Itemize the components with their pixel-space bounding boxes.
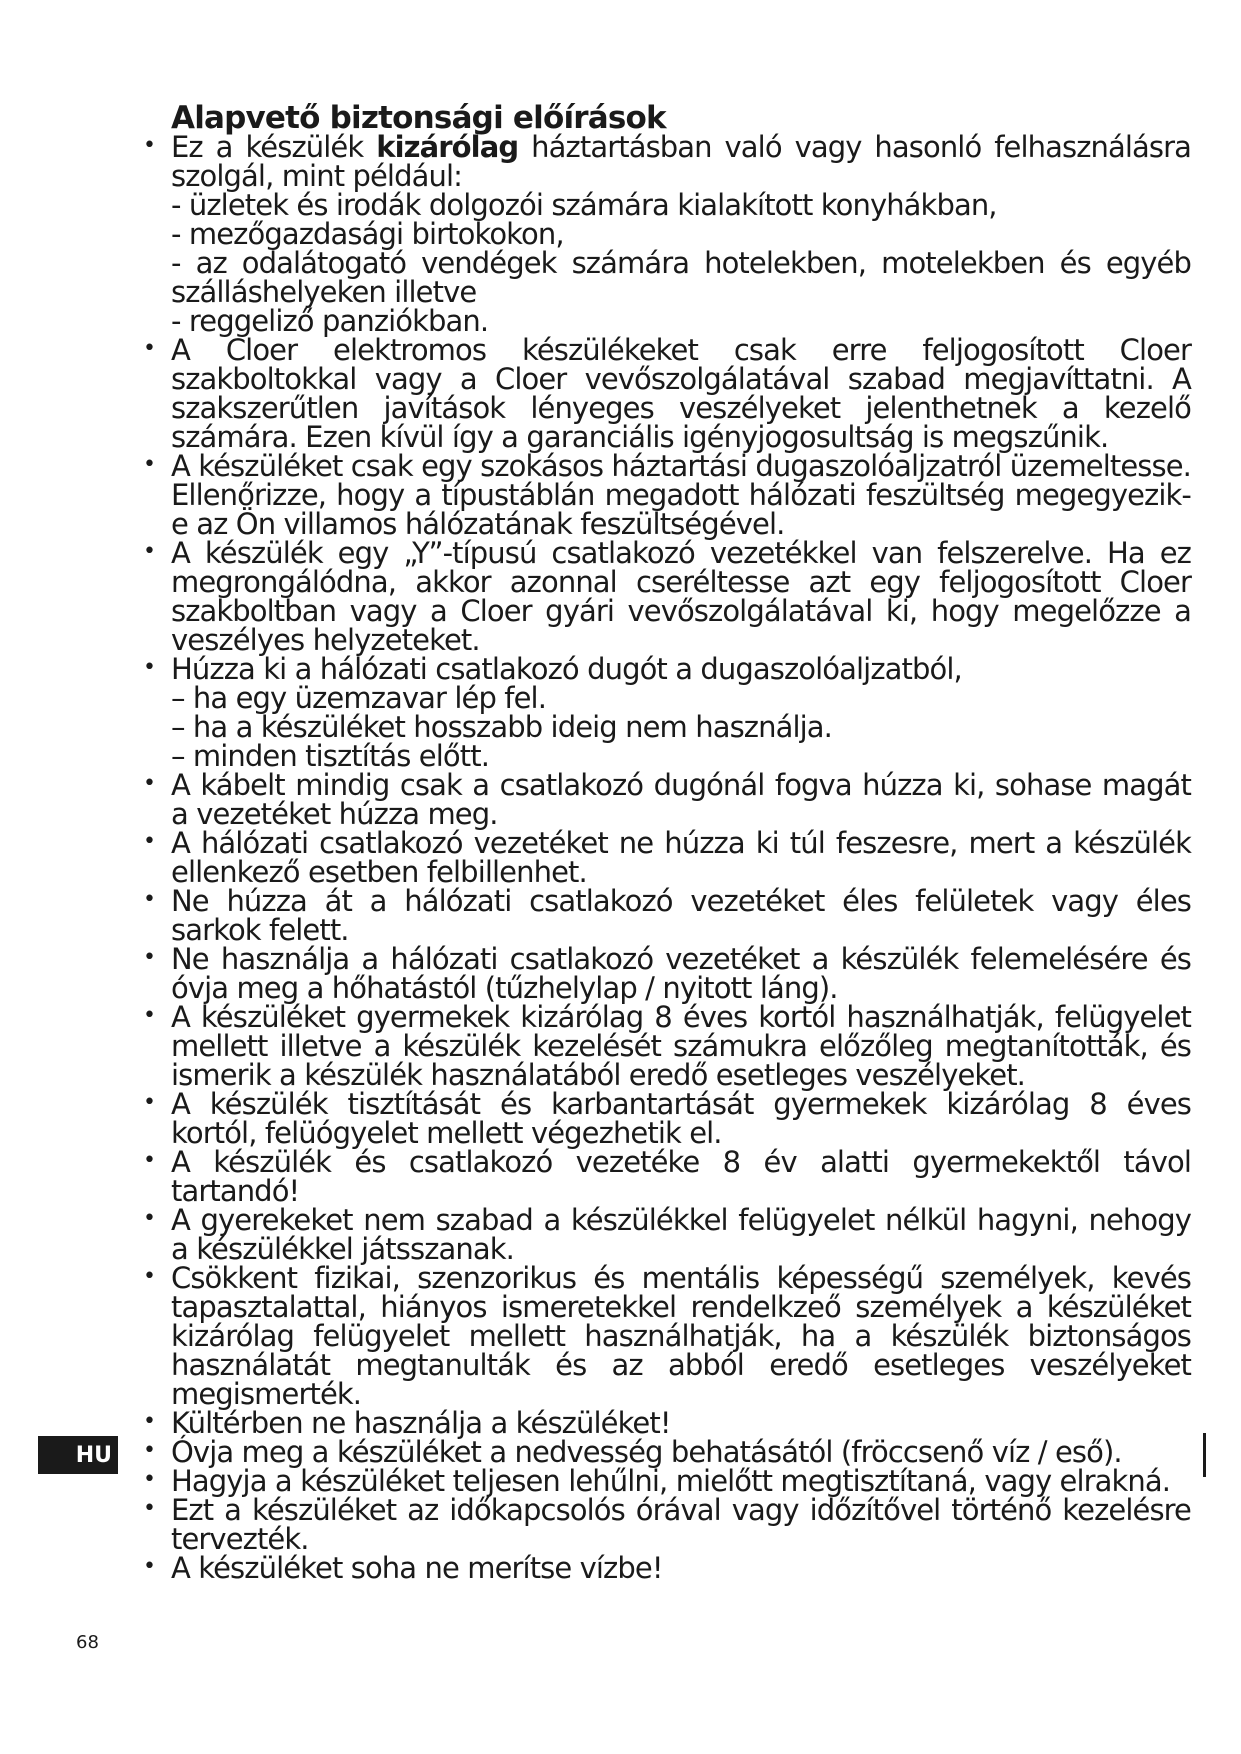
list-item <box>143 1261 1191 1411</box>
bullet-icon: • <box>143 1206 156 1231</box>
item-text: A kábelt mindig csak a csatlakozó dugónál fogva húzza ki, sohase magát a vezetéket húzza meg. <box>171 768 1191 831</box>
list-item <box>143 1145 1191 1208</box>
language-tab: HU <box>38 1436 118 1474</box>
bullet-icon: • <box>143 829 156 854</box>
page-number: 68 <box>76 1632 99 1653</box>
item-text: A Cloer elektromos készülékeket csak erre feljogosított Cloer szakboltokkal vagy a Cloer vevőszolgálatával szabad megjavíttatni. A szakszerűtlen javítások lényeges veszélyeket jelenthetnek a kezelő számára. Ezen kívül így a garanciális igényjogosultság is megszűnik. <box>171 333 1191 454</box>
sub-item: – ha egy üzemzavar lép fel. <box>171 681 547 715</box>
list-item <box>143 1435 1191 1469</box>
item-text: A készülék tisztítását és karbantartását gyermekek kizárólag 8 éves kortól, felüógyelet mellett végezhetik el. <box>171 1087 1191 1150</box>
list-item <box>143 942 1191 1005</box>
item-text: Óvja meg a készüléket a nedvesség behatásától (fröccsenő víz / eső). <box>171 1435 1122 1469</box>
item-text: Hagyja a készüléket teljesen lehűlni, mielőtt megtisztítaná, vagy elrakná. <box>171 1464 1171 1498</box>
bullet-icon: • <box>143 1264 156 1289</box>
list-item <box>143 333 1191 454</box>
bullet-icon: • <box>143 1554 156 1579</box>
safety-instructions <box>143 100 1191 1585</box>
list-item <box>143 1464 1191 1498</box>
item-text: A készülék egy „Y”-típusú csatlakozó vezetékkel van felszerelve. Ha ez megrongálódna, akkor azonnal cseréltesse azt egy feljogosított Cloer szakboltban vagy a Cloer gyári vevőszolgálatával ki, hogy megelőzze a veszélyes helyzeteket. <box>171 536 1191 657</box>
list-item <box>143 826 1191 889</box>
item-text: Húzza ki a hálózati csatlakozó dugót a dugaszolóaljzatból, <box>171 652 962 686</box>
bullet-icon: • <box>143 655 156 680</box>
item-text-bold: kizárólag <box>376 130 519 164</box>
sub-item: - üzletek és irodák dolgozói számára kialakított konyhákban, <box>171 188 997 222</box>
sub-item: – ha a készüléket hosszabb ideig nem használja. <box>171 710 832 744</box>
list-item <box>143 1000 1191 1092</box>
item-text: Ne húzza át a hálózati csatlakozó vezetéket éles felületek vagy éles sarkok felett. <box>171 884 1191 947</box>
bullet-icon: • <box>143 887 156 912</box>
list-item <box>143 1493 1191 1556</box>
list-item <box>143 1203 1191 1266</box>
list-item <box>143 652 1191 773</box>
list-item <box>143 884 1191 947</box>
bullet-icon: • <box>143 539 156 564</box>
list-item <box>143 536 1191 657</box>
item-text-pre: Ez a készülék <box>171 130 377 164</box>
sub-item: – minden tisztítás előtt. <box>171 739 490 773</box>
bullet-icon: • <box>143 452 156 477</box>
item-text: A gyerekeket nem szabad a készülékkel felügyelet nélkül hagyni, nehogy a készülékkel játsszanak. <box>171 1203 1191 1266</box>
item-text: A készüléket csak egy szokásos háztartási dugaszolóaljzatról üzemeltesse. Ellenőrizze, hogy a típustáblán megadott hálózati feszültség megegyezik-e az Ön villamos hálózatának feszültségével. <box>171 449 1191 541</box>
bullet-icon: • <box>143 1438 156 1463</box>
item-text: Kültérben ne használja a készüléket! <box>171 1406 671 1440</box>
item-text: Csökkent fizikai, szenzorikus és mentális képességű személyek, kevés tapasztalattal, hiányos ismeretekkel rendelkzeő személyek a készüléket kizárólag felügyelet mellett használhatják, ha a készülék biztonságos használatát megtanulták és az abból eredő esetleges veszélyeket megismerték. <box>171 1261 1191 1411</box>
item-text: Ezt a készüléket az időkapcsolós órával vagy időzítővel történő kezelésre tervezték. <box>171 1493 1191 1556</box>
list-item <box>143 1551 1191 1585</box>
sub-item: - reggeliző panziókban. <box>171 304 489 338</box>
safety-list <box>143 130 1191 1585</box>
bullet-icon: • <box>143 945 156 970</box>
bullet-icon: • <box>143 1496 156 1521</box>
sub-item: - mezőgazdasági birtokokon, <box>171 217 564 251</box>
item-text: Ne használja a hálózati csatlakozó vezetéket a készülék felemelésére és óvja meg a hőhatástól (tűzhelylap / nyitott láng). <box>171 942 1191 1005</box>
item-text: A készülék és csatlakozó vezetéke 8 év alatti gyermekektől távol tartandó! <box>171 1145 1191 1208</box>
item-text: A hálózati csatlakozó vezetéket ne húzza ki túl feszesre, mert a készülék ellenkező esetben felbillenhet. <box>171 826 1191 889</box>
bullet-icon: • <box>143 1003 156 1028</box>
item-text-post: háztartásban való vagy hasonló felhasználásra szolgál, mint például: <box>171 130 1191 193</box>
list-item <box>143 1087 1191 1150</box>
sub-item: - az odalátogató vendégek számára hotelekben, motelekben és egyéb szálláshelyeken illetve <box>171 246 1191 309</box>
bullet-icon: • <box>143 1148 156 1173</box>
bullet-icon: • <box>143 1409 156 1434</box>
bullet-icon: • <box>143 1090 156 1115</box>
list-item <box>143 449 1191 541</box>
list-item <box>143 1406 1191 1440</box>
bullet-icon: • <box>143 336 156 361</box>
bullet-icon: • <box>143 1467 156 1492</box>
margin-marker <box>1203 1433 1206 1477</box>
list-item <box>143 130 1191 338</box>
bullet-icon: • <box>143 133 156 158</box>
item-text: A készüléket gyermekek kizárólag 8 éves kortól használhatják, felügyelet mellett illetve a készülék kezelését számukra előzőleg megtanították, és ismerik a készülék használatából eredő esetleges veszélyeket. <box>171 1000 1191 1092</box>
item-text: A készüléket soha ne merítse vízbe! <box>171 1551 663 1585</box>
list-item <box>143 768 1191 831</box>
bullet-icon: • <box>143 771 156 796</box>
section-heading: Alapvető biztonsági előírások <box>171 100 666 136</box>
